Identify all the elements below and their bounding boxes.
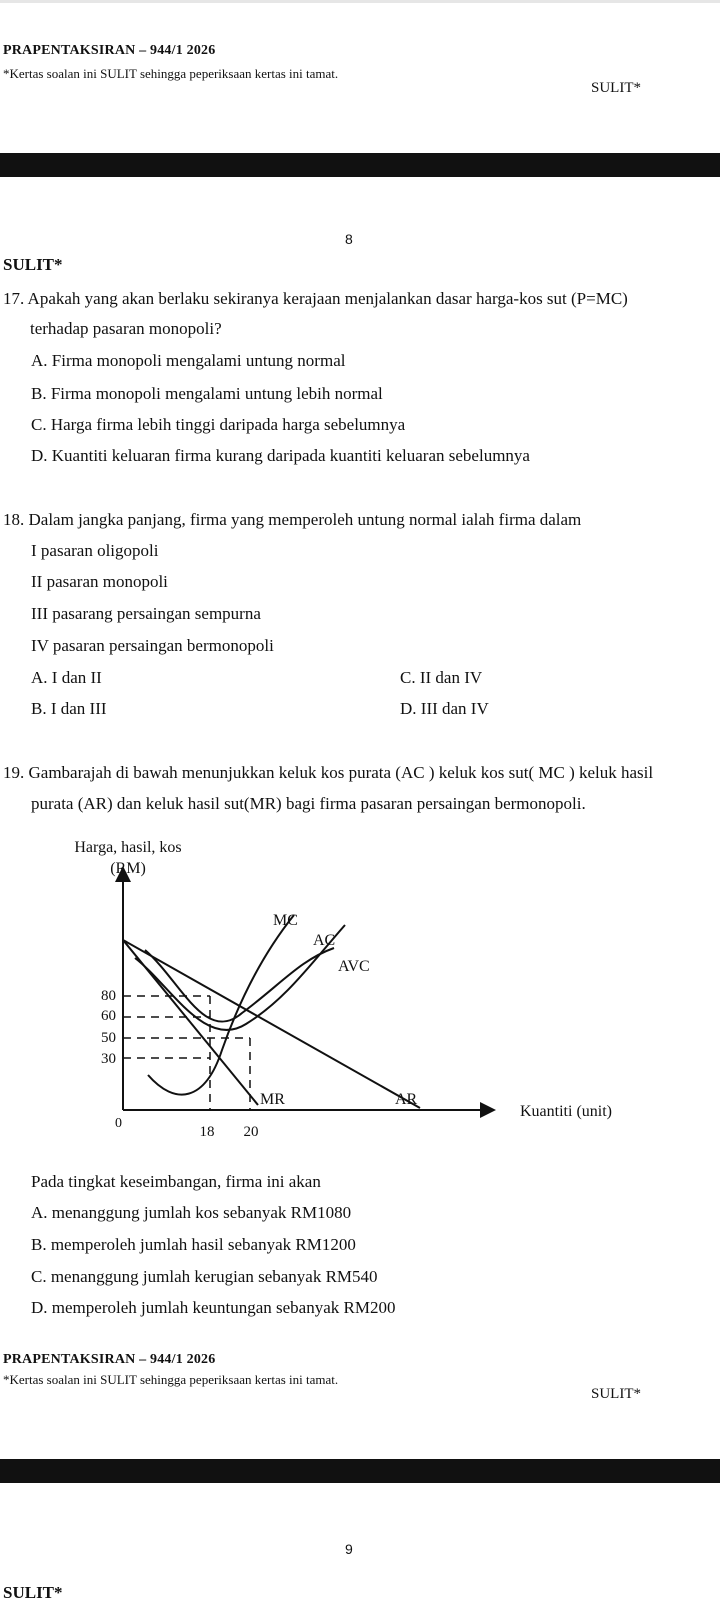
q18-option-a: A. I dan II xyxy=(31,668,102,687)
mc-label: MC xyxy=(273,912,298,929)
q19-question: Pada tingkat keseimbangan, firma ini akan xyxy=(31,1172,321,1191)
ac-label: AC xyxy=(313,932,336,949)
y-axis-label-line1: Harga, hasil, kos xyxy=(74,839,182,856)
ar-curve xyxy=(123,940,420,1108)
q18-option-b: B. I dan III xyxy=(31,699,107,718)
cost-revenue-diagram xyxy=(0,828,720,1148)
q19-stem-line2: purata (AR) dan keluk hasil sut(MR) bagi firma pasaran persaingan bermonopoli. xyxy=(31,794,586,813)
q18-stem: 18. Dalam jangka panjang, firma yang memperoleh untung normal ialah firma dalam xyxy=(3,510,582,529)
q19-option-c: C. menanggung jumlah kerugian sebanyak RM540 xyxy=(31,1267,378,1286)
sulit-label-2: SULIT* xyxy=(3,1583,63,1602)
header-note: *Kertas soalan ini SULIT sehingga peperiksaan kertas ini tamat. xyxy=(3,66,339,81)
y-tick-60: 60 xyxy=(101,1008,116,1024)
avc-label: AVC xyxy=(338,958,370,975)
y-tick-50: 50 xyxy=(101,1030,116,1046)
page-number: 8 xyxy=(345,231,353,247)
x-tick-18: 18 xyxy=(199,1124,215,1140)
q18-option-c: C. II dan IV xyxy=(400,668,483,687)
top-border xyxy=(0,0,720,3)
y-tick-30: 30 xyxy=(101,1051,116,1067)
x-axis-label: Kuantiti (unit) xyxy=(520,1103,612,1120)
header-note-2: *Kertas soalan ini SULIT sehingga peperiksaan kertas ini tamat. xyxy=(3,1372,339,1387)
header-title-2: PRAPENTAKSIRAN – 944/1 2026 xyxy=(3,1352,216,1367)
page-divider-bar xyxy=(0,153,720,177)
q18-item-iv: IV pasaran persaingan bermonopoli xyxy=(31,636,274,655)
q19-option-d: D. memperoleh jumlah keuntungan sebanyak RM200 xyxy=(31,1298,396,1317)
q19-stem-line1: 19. Gambarajah di bawah menunjukkan keluk kos purata (AC ) keluk kos sut( MC ) keluk hasil xyxy=(3,763,654,782)
page-divider-bar-2 xyxy=(0,1459,720,1483)
q17-option-c: C. Harga firma lebih tinggi daripada harga sebelumnya xyxy=(31,415,406,434)
ar-label: AR xyxy=(395,1091,418,1108)
page-number-2: 9 xyxy=(345,1541,353,1557)
header-sulit-label: SULIT* xyxy=(591,80,641,96)
q17-stem-line2: terhadap pasaran monopoli? xyxy=(30,319,222,338)
q19-option-a: A. menanggung jumlah kos sebanyak RM1080 xyxy=(31,1203,352,1222)
header-sulit-label-2: SULIT* xyxy=(591,1386,641,1402)
mr-label: MR xyxy=(260,1091,285,1108)
sulit-label: SULIT* xyxy=(3,255,63,274)
q19-option-b: B. memperoleh jumlah hasil sebanyak RM1200 xyxy=(31,1235,356,1254)
avc-curve xyxy=(145,948,334,1022)
q18-option-d: D. III dan IV xyxy=(400,699,489,718)
y-tick-80: 80 xyxy=(101,988,116,1004)
q18-item-iii: III pasarang persaingan sempurna xyxy=(31,604,261,623)
origin-label: 0 xyxy=(115,1116,122,1131)
q17-option-a: A. Firma monopoli mengalami untung normal xyxy=(31,351,346,370)
mr-curve xyxy=(123,940,258,1105)
x-tick-20: 20 xyxy=(243,1124,259,1140)
header-title: PRAPENTAKSIRAN – 944/1 2026 xyxy=(3,43,216,58)
q18-item-i: I pasaran oligopoli xyxy=(31,541,159,560)
q17-stem-line1: 17. Apakah yang akan berlaku sekiranya kerajaan menjalankan dasar harga-kos sut (P=MC) xyxy=(3,289,628,308)
y-axis-label-line2: (RM) xyxy=(110,860,146,877)
q17-option-d: D. Kuantiti keluaran firma kurang daripada kuantiti keluaran sebelumnya xyxy=(31,446,530,465)
q17-option-b: B. Firma monopoli mengalami untung lebih normal xyxy=(31,384,383,403)
q18-item-ii: II pasaran monopoli xyxy=(31,572,168,591)
